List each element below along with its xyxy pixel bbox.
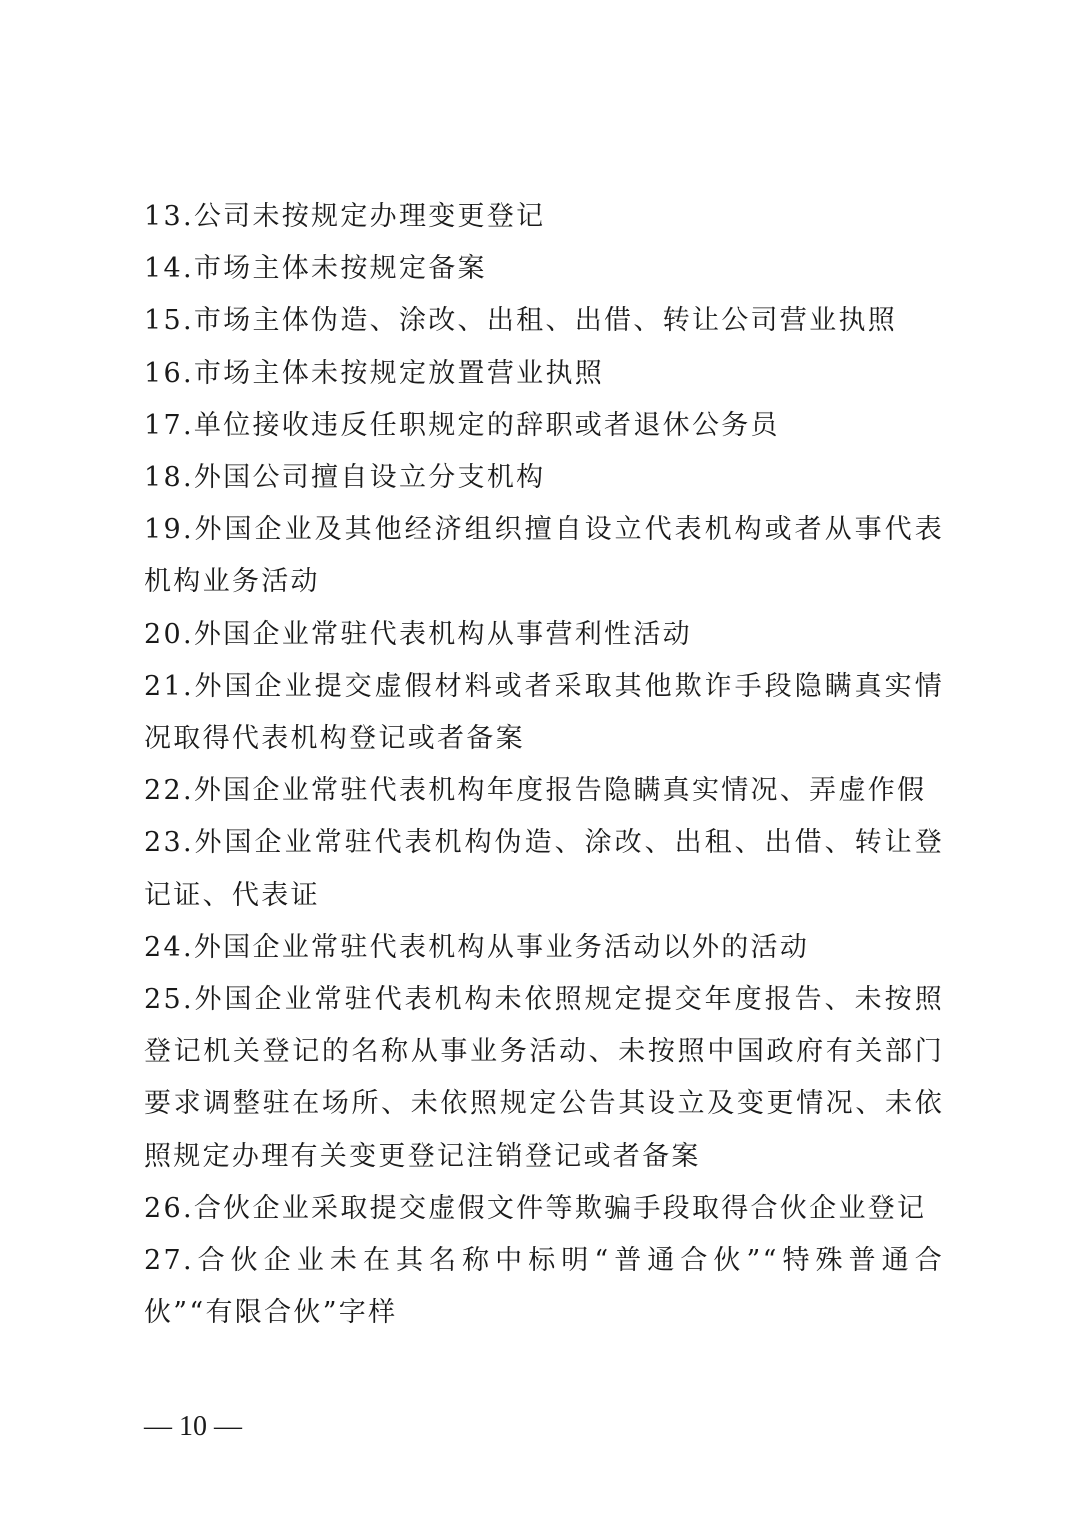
list-item: 16.市场主体未按规定放置营业执照: [144, 357, 605, 389]
list-item: 19.外国企业及其他经济组织擅自设立代表机构或者从事代表机构业务活动: [144, 514, 944, 598]
list-item: 23.外国企业常驻代表机构伪造、涂改、出租、出借、转让登记证、代表证: [144, 827, 944, 911]
list-item: 14.市场主体未按规定备案: [144, 253, 487, 285]
list-item: 20.外国企业常驻代表机构从事营利性活动: [144, 618, 692, 650]
list-item: 26.合伙企业采取提交虚假文件等欺骗手段取得合伙企业登记: [144, 1192, 927, 1224]
list-item: 24.外国企业常驻代表机构从事业务活动以外的活动: [144, 931, 810, 963]
list-item: 27.合伙企业未在其名称中标明“普通合伙”“特殊普通合伙”“有限合伙”字样: [144, 1245, 944, 1329]
item-list: [144, 191, 944, 1339]
list-item: 17.单位接收违反任职规定的辞职或者退休公务员: [144, 409, 780, 441]
page-number: — 10 —: [144, 1411, 242, 1442]
list-item: 25.外国企业常驻代表机构未依照规定提交年度报告、未按照登记机关登记的名称从事业务活动、未按照中国政府有关部门要求调整驻在场所、未依照规定公告其设立及变更情况、未依照规定办理有关变更登记注销登记或者备案: [144, 984, 944, 1172]
list-item: 13.公司未按规定办理变更登记: [144, 201, 546, 232]
list-item: 15.市场主体伪造、涂改、出租、出借、转让公司营业执照: [144, 305, 898, 337]
list-item: 21.外国企业提交虚假材料或者采取其他欺诈手段隐瞒真实情况取得代表机构登记或者备案: [144, 670, 944, 755]
list-item: 18.外国公司擅自设立分支机构: [144, 462, 546, 494]
list-item: 22.外国企业常驻代表机构年度报告隐瞒真实情况、弄虚作假: [144, 775, 927, 807]
